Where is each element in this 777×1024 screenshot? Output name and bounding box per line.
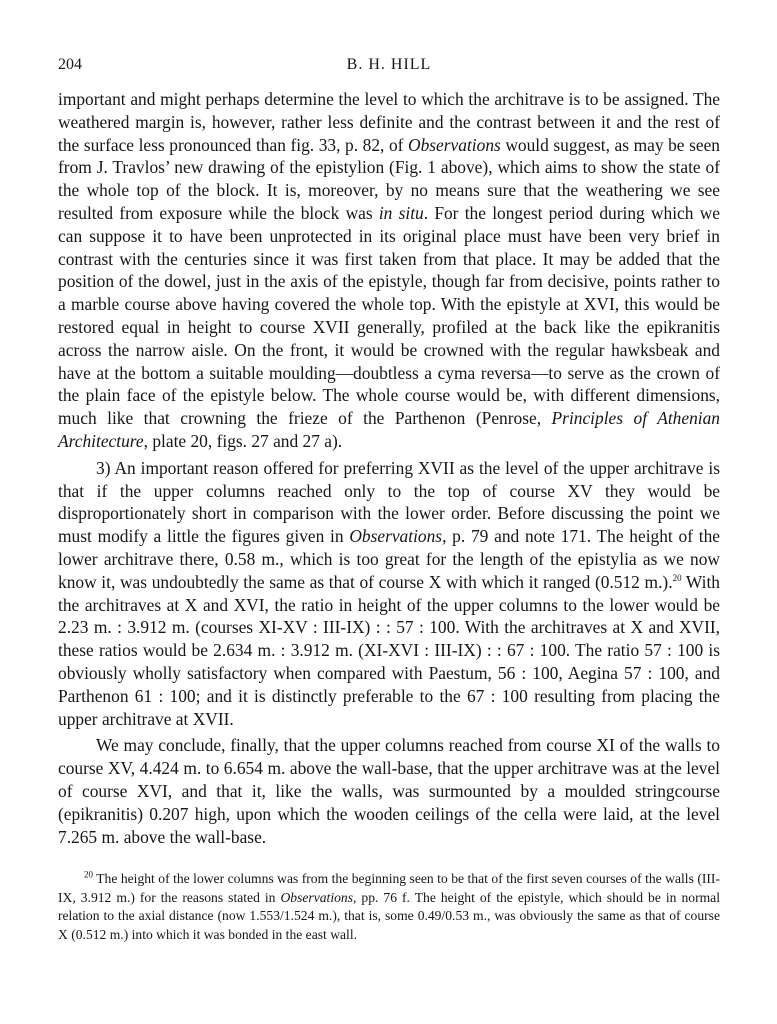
text-run: The height of the lower columns was from the beginning seen to be that of the first seven courses of the walls (III-IX, 3.912 m.) for the reasons stated in: [58, 871, 720, 905]
body-paragraph: [58, 734, 720, 848]
text-run: , p. 79 and note 171. The height of the lower architrave there, 0.58 m., which is too great for the length of the epistylia as we now know it, was undoubtedly the same as that of course X with which it ranged (0.512 m.).: [58, 526, 720, 592]
text-run: With the architraves at X and XVI, the ratio in height of the upper columns to the lower would be 2.23 m. : 3.912 m. (courses XI-XV : III-IX) : : 57 : 100. With the architraves at X and XVII, these ratios would be 2.634 m. : 3.912 m. (XI-XVI : III-IX) : : 67 : 100. The ratio 57 : 100 is obviously wholly satisfactory when compared with Paestum, 56 : 100, Aegina 57 : 100, and Parthenon 61 : 100; and it is distinctly preferable to the 67 : 100 resulting from placing the upper architrave at XVII.: [58, 571, 720, 729]
running-head: B. H. HILL: [346, 56, 432, 73]
footnote-ref: 20: [84, 869, 93, 880]
footnote-paragraph: [58, 870, 720, 944]
body-text: [58, 88, 720, 848]
page-header: [58, 56, 720, 78]
body-paragraph: [58, 457, 720, 731]
italic-text: in situ: [378, 202, 424, 223]
italic-text: Observations: [349, 526, 443, 547]
italic-text: Observations: [280, 889, 353, 905]
text-run: We may conclude, finally, that the upper columns reached from course XI of the walls to course XV, 4.424 m. to 6.654 m. above the wall-base, that the upper architrave was at the level of course XVI, and that it, like the walls, was surmounted by a moulded stringcourse (epikranitis) 0.207 high, upon which the wooden ceilings of the cella were laid, at the level 7.265 m. above the wall-base.: [58, 735, 720, 847]
footnote-ref: 20: [672, 572, 682, 583]
italic-text: Principles of Athenian Architecture: [58, 408, 720, 451]
footnote: [58, 870, 720, 944]
body-paragraph: [58, 88, 720, 453]
page-number: 204: [58, 56, 82, 73]
page: [58, 56, 720, 945]
text-run: , pp. 76 f. The height of the epistyle, which should be in normal relation to the axial distance (now 1.553/1.524 m.), that is, some 0.49/0.53 m., was obviously the same as that of course X (0.512 m.) into which it was bonded in the east wall.: [58, 889, 720, 943]
text-run: important and might perhaps determine the level to which the architrave is to be assigned. The weathered margin is, however, rather less definite and the contrast between it and the rest of the surface less pronounced than fig. 33, p. 82, of: [58, 89, 720, 155]
text-run: . For the longest period during which we can suppose it to have been unprotected in its original place must have been very brief in contrast with the centuries since it was first taken from that place. It may be added that the position of the dowel, just in the axis of the epistyle, though far from decisive, points rather to a marble course above having covered the whole top. With the epistyle at XVI, this would be restored equal in height to course XVII generally, profiled at the back like the epikranitis across the narrow aisle. On the front, it would be crowned with the regular hawksbeak and have at the bottom a suitable moulding—doubtless a cyma reversa—to serve as the crown of the plain face of the epistyle below. The whole course would be, with different dimensions, much like that crowning the frieze of the Parthenon (Penrose,: [58, 202, 720, 429]
text-run: would suggest, as may be seen from J. Travlos’ new drawing of the epistylion (Fig. 1 above), which aims to show the state of the whole top of the block. It is, moreover, by no means sure that the weathering we see resulted from exposure while the block was: [58, 134, 720, 223]
italic-text: Observations: [408, 134, 501, 155]
text-run: , plate 20, figs. 27 and 27 a).: [143, 430, 343, 451]
text-run: 3) An important reason offered for preferring XVII as the level of the upper architrave is that if the upper columns reached only to the top of course XV they would be disproportionately short in comparison with the lower order. Before discussing the point we must modify a little the figures given in: [58, 457, 720, 547]
